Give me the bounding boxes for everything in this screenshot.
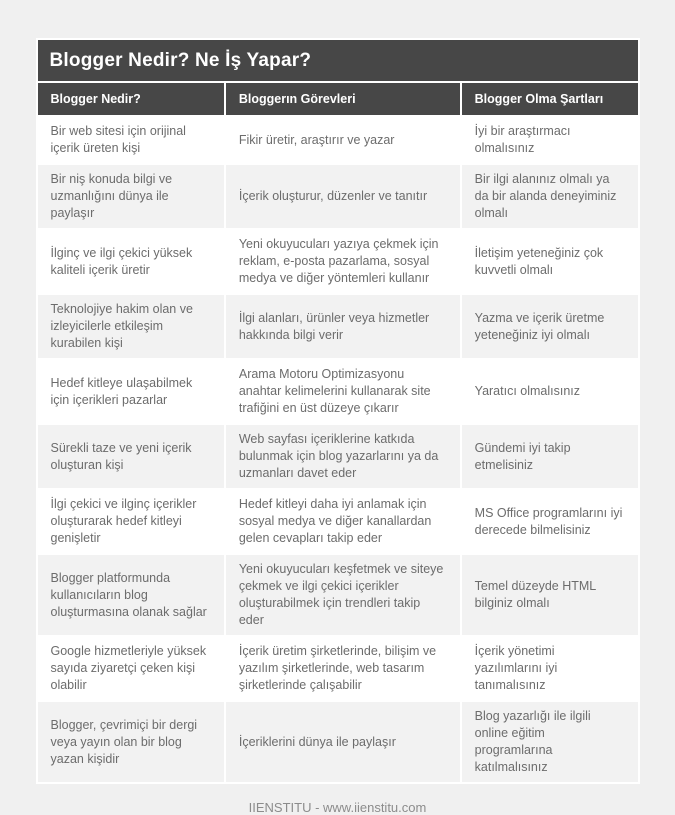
table-cell: İlgi alanları, ürünler veya hizmetler hakkında bilgi verir	[226, 295, 460, 358]
table-cell: Fikir üretir, araştırır ve yazar	[226, 117, 460, 163]
table-cell: İçerik üretim şirketlerinde, bilişim ve yazılım şirketlerinde, web tasarım şirketlerinde çalışabilir	[226, 637, 460, 700]
table-row	[38, 637, 638, 700]
table-title: Blogger Nedir? Ne İş Yapar?	[38, 40, 638, 81]
blogger-table-card	[36, 38, 640, 784]
table-cell: Hedef kitleyi daha iyi anlamak için sosyal medya ve diğer kanallardan gelen cevapları takip eder	[226, 490, 460, 553]
table-cell: İçeriklerini dünya ile paylaşır	[226, 702, 460, 782]
table-row	[38, 360, 638, 423]
table-cell: Google hizmetleriyle yüksek sayıda ziyaretçi çeken kişi olabilir	[38, 637, 224, 700]
table-body	[38, 117, 638, 782]
blogger-info-table	[36, 81, 640, 784]
table-cell: Yeni okuyucuları yazıya çekmek için reklam, e-posta pazarlama, sosyal medya ve diğer yöntemleri kullanır	[226, 230, 460, 293]
column-header-blogger-nedir: Blogger Nedir?	[38, 83, 224, 115]
table-cell: Blogger platformunda kullanıcıların blog oluşturmasına olanak sağlar	[38, 555, 224, 635]
table-cell: Gündemi iyi takip etmelisiniz	[462, 425, 638, 488]
table-cell: İletişim yeteneğiniz çok kuvvetli olmalı	[462, 230, 638, 293]
table-row	[38, 425, 638, 488]
table-cell: Yaratıcı olmalısınız	[462, 360, 638, 423]
table-cell: Blog yazarlığı ile ilgili online eğitim programlarına katılmalısınız	[462, 702, 638, 782]
table-row	[38, 295, 638, 358]
table-row	[38, 117, 638, 163]
table-cell: Temel düzeyde HTML bilginiz olmalı	[462, 555, 638, 635]
table-cell: İçerik oluşturur, düzenler ve tanıtır	[226, 165, 460, 228]
table-row	[38, 165, 638, 228]
table-cell: İlginç ve ilgi çekici yüksek kaliteli içerik üretir	[38, 230, 224, 293]
table-cell: İçerik yönetimi yazılımlarını iyi tanımalısınız	[462, 637, 638, 700]
table-cell: İlgi çekici ve ilginç içerikler oluşturarak hedef kitleyi genişletir	[38, 490, 224, 553]
table-cell: Arama Motoru Optimizasyonu anahtar kelimelerini kullanarak site trafiğini en üst düzeye çıkarır	[226, 360, 460, 423]
table-cell: Sürekli taze ve yeni içerik oluşturan kişi	[38, 425, 224, 488]
table-row	[38, 490, 638, 553]
table-cell: Teknolojiye hakim olan ve izleyicilerle etkileşim kurabilen kişi	[38, 295, 224, 358]
table-row	[38, 555, 638, 635]
table-cell: İyi bir araştırmacı olmalısınız	[462, 117, 638, 163]
table-row	[38, 702, 638, 782]
table-cell: Hedef kitleye ulaşabilmek için içerikleri pazarlar	[38, 360, 224, 423]
table-cell: Bir web sitesi için orijinal içerik üreten kişi	[38, 117, 224, 163]
table-cell: Web sayfası içeriklerine katkıda bulunmak için blog yazarlarını ya da uzmanları davet eder	[226, 425, 460, 488]
table-cell: Yeni okuyucuları keşfetmek ve siteye çekmek ve ilgi çekici içerikler oluşturabilmek için trendleri takip eder	[226, 555, 460, 635]
footer-credit: IIENSTITU - www.iienstitu.com	[248, 800, 427, 815]
table-row	[38, 230, 638, 293]
table-cell: Blogger, çevrimiçi bir dergi veya yayın olan bir blog yazan kişidir	[38, 702, 224, 782]
table-cell: MS Office programlarını iyi derecede bilmelisiniz	[462, 490, 638, 553]
table-cell: Bir niş konuda bilgi ve uzmanlığını dünya ile paylaşır	[38, 165, 224, 228]
table-header	[38, 83, 638, 115]
table-cell: Bir ilgi alanınız olmalı ya da bir alanda deneyiminiz olmalı	[462, 165, 638, 228]
column-header-blogger-olma-sartlari: Blogger Olma Şartları	[462, 83, 638, 115]
table-cell: Yazma ve içerik üretme yeteneğiniz iyi olmalı	[462, 295, 638, 358]
header-row	[38, 83, 638, 115]
column-header-bloggerin-gorevleri: Bloggerın Görevleri	[226, 83, 460, 115]
